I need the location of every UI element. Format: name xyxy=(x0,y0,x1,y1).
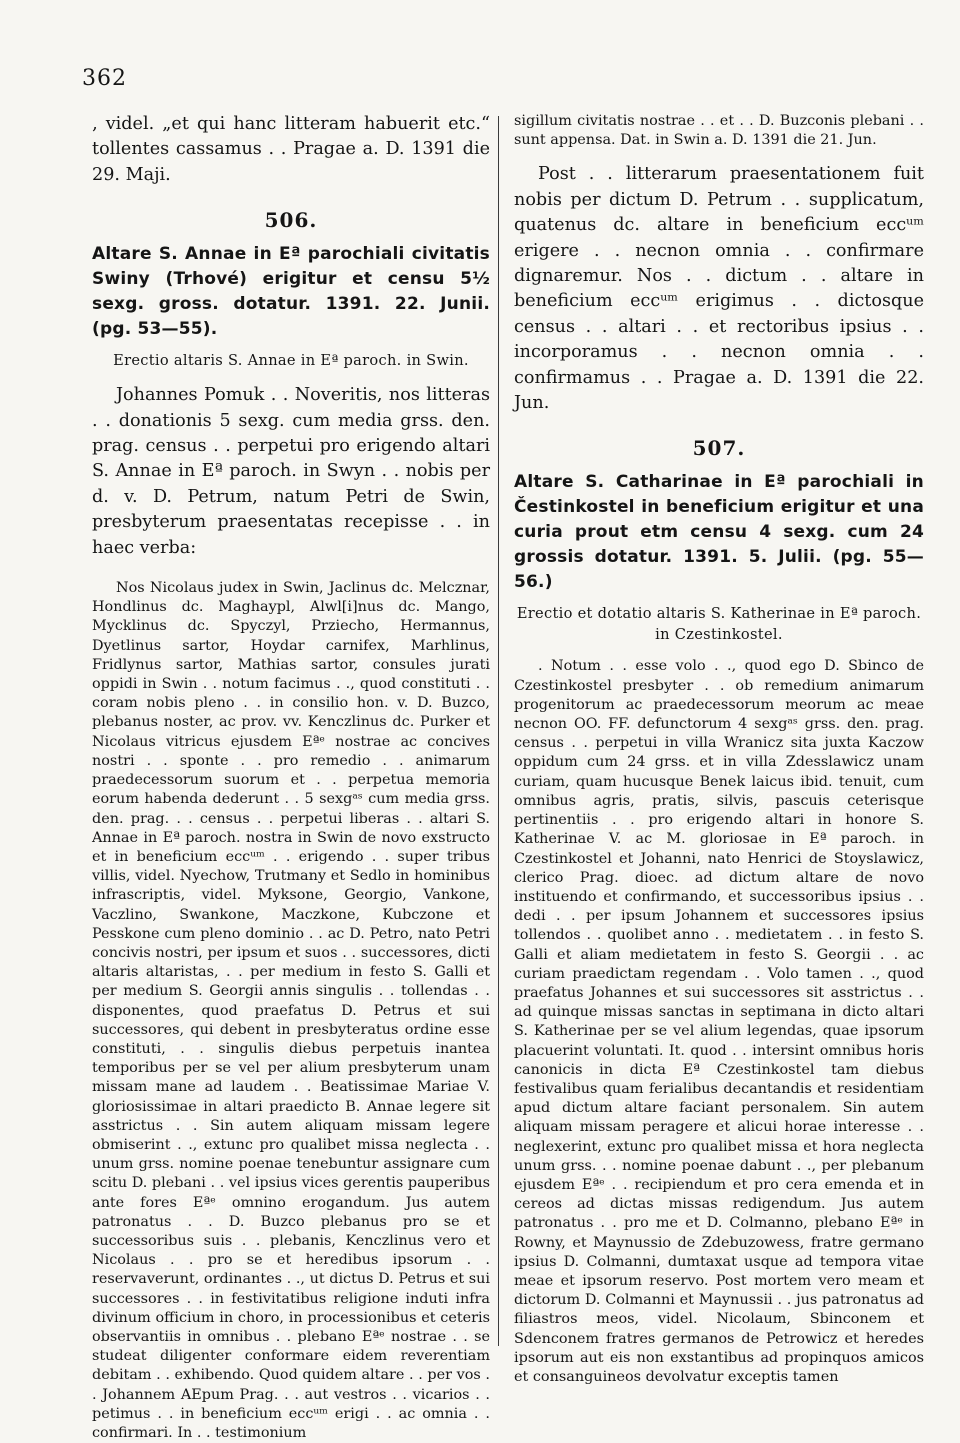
document-body: . Notum . . esse volo . ., quod ego D. Sbinco de Czestinkostel presbyter . . ob remedium animarum progenitorum ac praedecessorum meorum ac meae necnon OO. FF. defunctorum 4 sexgᵃˢ grss. den. prag. census . . perpetui in villa Wranicz sita juxta Kaczow oppidum cum 24 grss. et in villa Zdesslawicz unam curiam, quam hucusque Benek laicus ibid. tenuit, cum omnibus agris, pratis, silvis, pascuis ceterisque pertinentiis . . pro erigendo altari in honore S. Katherinae V. ac M. gloriosae in Eª paroch. in Czestinkostel et Johanni, nato Henrici de Stoyslawicz, clerico Prag. dioec. ad dictum altare de novo instituendo et confirmando, et successoribus ipsius . . dedi . . per ipsum Johannem et successores ipsius tollendos . . quolibet anno . . medietatem . . in festo S. Galli et aliam medietatem in festo S. Georgii . . ac curiam praedictam regendam . . Volo tamen . ., quod praefatus Johannes et sui successores sit asstrictus . . ad quinque missas sanctas in septimana in dicto altari S. Katherinae per se vel alium legendas, quae ipsorum placuerint voluntati. It. quod . . intersint omnibus horis canonicis in dicta Eª Czestinkostel tam diebus festivalibus quam ferialibus decantandis et residentiam apud dictum altare faciant personalem. Sin autem aliquam missam peragere et alicui horae interesse . . neglexerint, extunc pro qualibet missa et hora neglecta unum grss. . . nomine poenae dabunt . ., per plebanum ejusdem Eªᵉ . . recipiendum et pro cera emenda et in cereos ad dictas missas redigendum. Jus autem patronatus . . pro me et D. Colmanno, plebano Eªᵉ in Rowny, et Maynussio de Zdebuzowess, fratre germano ipsius D. Colmanni, dumtaxat usque ad tempora vitae meae et ipsorum reservo. Post mortem vero meam et dictorum D. Colmanni et Maynussii . . jus patronatus ad filiastros meos, videl. Nicolaum, Sbinconem et Sdenconem fratres germanos de Petrowicz et heredes ipsorum aut eis non exstantibus ad propinquos amicos et consanguineos devolvatur exceptis tamen xyxy=(514,658,924,1385)
continuation-body: Post . . litterarum praesentationem fuit nobis per dictum D. Petrum . . supplicatum, quatenus dc. altare in beneficium eccᵘᵐ erigere . . necnon omnia . . confirmare dignaremur. Nos . . dictum . . altare in beneficium eccᵘᵐ erigimus . . dictosque census . . altari . . et rectoribus ipsius . . incorporamus . . necnon omnia . . confirmamus . . Pragae a. D. 1391 die 22. Jun. xyxy=(514,164,924,414)
document-heading: Altare S. Annae in Eª parochiali civitatis Swiny (Trhové) erigitur et censu 5½ sexg. gross. dotatur. 1391. 22. Junii. (pg. 53—55). xyxy=(92,244,490,340)
left-column xyxy=(92,112,490,1443)
document-body: Johannes Pomuk . . Noveritis, nos litteras . . donationis 5 sexg. cum media grss. den. prag. census . . perpetui pro erigendo altari S. Annae in Eª paroch. in Swyn . . nobis per d. v. D. Petrum, natum Petri de Swin, presbyterum praesentatas recepisse . . in haec verba: xyxy=(92,385,490,558)
document-subtitle: Erectio et dotatio altaris S. Katherinae in Eª paroch. in Czestinkostel. xyxy=(516,605,922,644)
page-number: 362 xyxy=(82,66,127,91)
document-quote: Nos Nicolaus judex in Swin, Jaclinus dc. Melcznar, Hondlinus dc. Maghaypl, Alwl[i]nus dc. Mango, Mycklinus dc. Spyczyl, Prziecho, Hermannus, Dyetlinus sartor, Hoydar carnifex, Marhlinus, Fridlynus sartor, Mathias sartor, consules jurati oppidi in Swin . . notum facimus . ., quod constituti . . coram nobis pleno . . in consilio hon. v. D. Buzco, plebanus noster, ac prov. vv. Kenczlinus dc. Purker et Nicolaus vitricus ejusdem Eªᵉ nostrae ac concives nostri . . sponte . . pro remedio . . animarum praedecessorum suorum et . . perpetua memoria eorum habenda dederunt . . 5 sexgᵃˢ cum media grss. den. prag. . . census . . perpetui liberas . . altari S. Annae in Eª paroch. nostra in Swin de novo exstructo et in beneficium eccᵘᵐ . . erigendo . . super tribus villis, videl. Nyechow, Trutmany et Sedlo in hominibus infrascriptis, videl. Myksone, Georgio, Vankone, Vaczlino, Swankone, Maczkone, Kubczone et Pesskone cum pleno dominio . . ac D. Petro, nato Petri concivis nostri, per ipsum et suos . . successores, dicti altaris altaristas, . . per medium in festo S. Galli et per medium S. Georgii annis singulis . . tollendas . . disponentes, quod praefatus D. Petrus et sui successores, qui debent in presbyteratus ordine esse constituti, . . singulis diebus perpetuis inantea temporibus per se vel per alium presbyterum unam missam mane ad laudem . . Beatissimae Mariae V. gloriosissimae in altari praedicto B. Annae legere sit asstrictus . . Sin autem aliquam missam legere obmiserint . ., extunc pro qualibet missa neglecta . . unum grss. nomine poenae tenebuntur assignare cum scitu D. plebani . . vel ipsius vices gerentis pauperibus ante fores Eªᵉ omnino erogandum. Jus autem patronatus . . D. Buzco plebanus pro se et successoribus suis . . plebanis, Kenczlinus vero et Nicolaus . . pro se et heredibus ipsorum . . reservaverunt, ordinantes . ., ut dictus D. Petrus et sui successores . . in festivitatibus religione induti infra divinum officium in choro, in processionibus et ceteris observantiis in omnibus . . plebano Eªᵉ nostrae . . se studeat diligenter conformare eidem reverentiam debitam . . exhibendo. Quod quidem altare . . per vos . . Johannem AEpum Prag. . . aut vestros . . vicarios . . petimus . . in beneficium eccᵘᵐ erigi . . ac omnia . . confirmari. In . . testimonium xyxy=(92,580,490,1441)
column-divider xyxy=(498,116,499,1346)
document-number: 506. xyxy=(264,208,318,233)
continuation-text: ‚ videl. „et qui hanc litteram habuerit etc.“ tollentes cassamus . . Pragae a. D. 1391 die 29. Maji. xyxy=(92,114,490,185)
document-number: 507. xyxy=(692,436,746,461)
document-heading: Altare S. Catharinae in Eª parochiali in Čestinkostel in beneficium erigitur et una curia prout etm censu 4 sexg. cum 24 grossis dotatur. 1391. 5. Julii. (pg. 55—56.) xyxy=(514,472,924,593)
right-column xyxy=(514,112,924,1387)
document-subtitle: Erectio altaris S. Annae in Eª paroch. in Swin. xyxy=(113,352,469,370)
continuation-quote: sigillum civitatis nostrae . . et . . D. Buzconis plebani . . sunt appensa. Dat. in Swin a. D. 1391 die 21. Jun. xyxy=(514,113,924,149)
